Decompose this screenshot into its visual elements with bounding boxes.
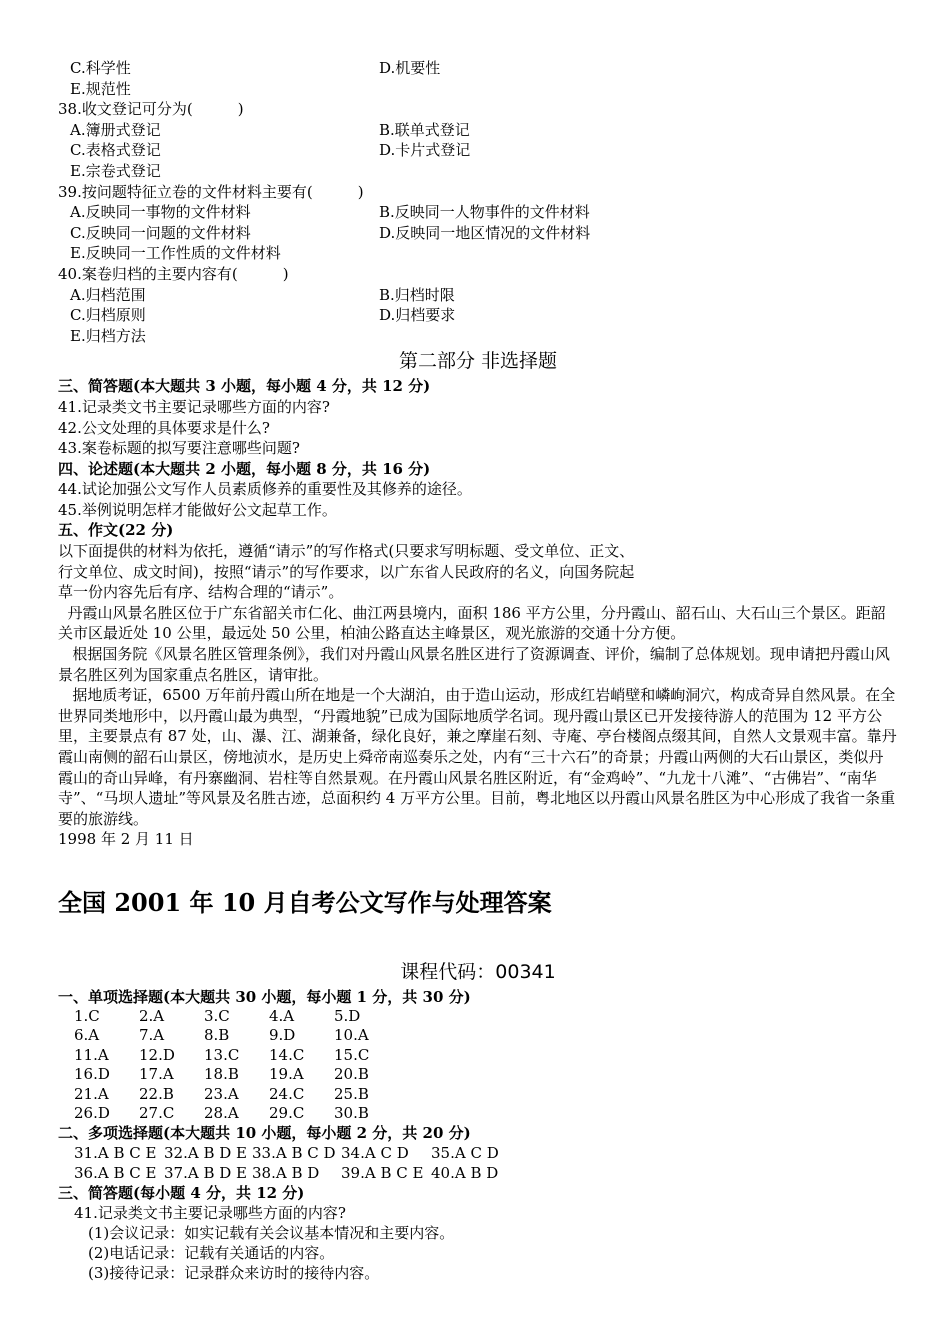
question-37-options-row bbox=[58, 79, 898, 100]
answer-cell: 7.A bbox=[139, 1026, 165, 1045]
answer-cell: 16.D bbox=[74, 1065, 110, 1084]
option-e: E.反映同一工作性质的文件材料 bbox=[70, 244, 281, 263]
answer-section-1-heading: 一、单项选择题(本大题共 30 小题，每小题 1 分，共 30 分) bbox=[58, 987, 471, 1006]
answer-cell: 33.A B C D bbox=[252, 1144, 336, 1163]
answer-cell: 32.A B D E bbox=[164, 1144, 247, 1163]
answer-cell: 25.B bbox=[334, 1084, 369, 1103]
answer-cell: 34.A C D bbox=[341, 1144, 409, 1163]
answer-section-3-heading: 三、简答题(每小题 4 分，共 12 分) bbox=[58, 1184, 305, 1203]
answer-cell: 17.A bbox=[139, 1065, 174, 1084]
essay-material-paragraph: 丹霞山风景名胜区位于广东省韶关市仁化、曲江两县境内，面积 186 平方公里，分丹霞山、韶石山、大石山三个景区。距韶关市区最近处 10 公里，最远处 50 公里，柏油公路直达主峰景区，观光旅游的交通十分方便。 bbox=[58, 603, 886, 643]
answer-cell: 18.B bbox=[204, 1065, 239, 1084]
answer-cell: 19.A bbox=[269, 1065, 304, 1084]
answer-cell: 26.D bbox=[74, 1103, 110, 1122]
question-44: 44.试论加强公文写作人员素质修养的重要性及其修养的途径。 bbox=[58, 480, 472, 499]
answer-cell: 39.A B C E bbox=[341, 1164, 424, 1183]
question-43: 43.案卷标题的拟写要注意哪些问题? bbox=[58, 439, 300, 458]
question-45: 45.举例说明怎样才能做好公文起草工作。 bbox=[58, 500, 337, 519]
question-37-options-row bbox=[58, 58, 898, 79]
section-3-heading: 三、简答题(本大题共 3 小题，每小题 4 分，共 12 分) bbox=[58, 377, 431, 396]
answer-cell: 9.D bbox=[269, 1026, 296, 1045]
answer-cell: 12.D bbox=[139, 1045, 175, 1064]
section-4-heading: 四、论述题(本大题共 2 小题，每小题 8 分，共 16 分) bbox=[58, 459, 431, 478]
option-b: B.联单式登记 bbox=[379, 120, 470, 139]
question-38-options-row bbox=[58, 140, 898, 161]
answer-cell: 28.A bbox=[204, 1103, 239, 1122]
option-b: B.归档时限 bbox=[379, 285, 455, 304]
question-38-options-row bbox=[58, 120, 898, 141]
answer-section-2-heading: 二、多项选择题(本大题共 10 小题，每小题 2 分，共 20 分) bbox=[58, 1124, 471, 1143]
question-39-options-row bbox=[58, 223, 898, 244]
essay-material-date: 1998 年 2 月 11 日 bbox=[58, 830, 194, 849]
option-e: E.规范性 bbox=[70, 79, 131, 98]
answer-cell: 27.C bbox=[139, 1103, 175, 1122]
question-41: 41.记录类文书主要记录哪些方面的内容? bbox=[58, 397, 330, 416]
option-d: D.卡片式登记 bbox=[379, 141, 471, 160]
answer-row bbox=[58, 1143, 898, 1163]
answer-cell: 3.C bbox=[204, 1006, 230, 1025]
question-40-stem: 40.案卷归档的主要内容有( ) bbox=[58, 264, 289, 283]
answer-cell: 15.C bbox=[334, 1045, 370, 1064]
answer-cell: 22.B bbox=[139, 1084, 174, 1103]
answer-row bbox=[58, 1104, 898, 1123]
question-39-options-row bbox=[58, 202, 898, 223]
answer-row bbox=[58, 1065, 898, 1084]
answer-cell: 36.A B C E bbox=[74, 1164, 157, 1183]
option-a: A.归档范围 bbox=[70, 285, 146, 304]
answer-row bbox=[58, 1163, 898, 1183]
document-page bbox=[58, 58, 898, 1283]
essay-instruction-line: 草一份内容先后有序、结构合理的“请示”。 bbox=[58, 583, 344, 602]
answer-row bbox=[58, 1046, 898, 1065]
answer-cell: 6.A bbox=[74, 1026, 100, 1045]
answer-point: (1)会议记录：如实记载有关会议基本情况和主要内容。 bbox=[88, 1224, 455, 1243]
answer-cell: 20.B bbox=[334, 1065, 369, 1084]
answer-cell: 31.A B C E bbox=[74, 1144, 157, 1163]
option-c: C.反映同一问题的文件材料 bbox=[70, 223, 251, 242]
answer-cell: 14.C bbox=[269, 1045, 305, 1064]
answer-cell: 24.C bbox=[269, 1084, 305, 1103]
answer-cell: 8.B bbox=[204, 1026, 230, 1045]
question-39-options-row bbox=[58, 243, 898, 264]
option-c: C.表格式登记 bbox=[70, 141, 161, 160]
answer-cell: 29.C bbox=[269, 1103, 305, 1122]
answer-cell: 4.A bbox=[269, 1006, 295, 1025]
question-38-options-row bbox=[58, 161, 898, 182]
answer-cell: 5.D bbox=[334, 1006, 361, 1025]
answer-cell: 21.A bbox=[74, 1084, 109, 1103]
answer-cell: 2.A bbox=[139, 1006, 165, 1025]
answer-cell: 37.A B D E bbox=[164, 1164, 247, 1183]
option-c: C.归档原则 bbox=[70, 306, 146, 325]
essay-material-paragraph: 据地质考证，6500 万年前丹霞山所在地是一个大湖泊，由于造山运动，形成红岩峭壁和嶙峋洞穴，构成奇异自然风景。在全世界同类地形中，以丹霞山最为典型，“丹霞地貌”已成为国际地质学名词。现丹霞山景区已开发接待游人的范围为 12 平方公里，主要景点有 87 处，山、瀑、江、湖兼备，绿化良好，兼之摩崖石刻、寺庵、亭台楼阁点缀其间，自然人文景观丰富。靠丹霞山南侧的韶石山景区，傍地浈水，是历史上舜帝南巡奏乐之处，内有“三十六石”的奇景；丹霞山两侧的大石山景区，类似丹霞山的奇山异峰，有丹寨幽洞、岩柱等自然景观。在丹霞山风景名胜区附近，有“金鸡岭”、“九龙十八滩”、“古佛岩”、“南华寺”、“马坝人遗址”等风景及名胜古迹，总面积约 4 万平方公里。目前，粤北地区以丹霞山风景名胜区为中心形成了我省一条重要的旅游线。 bbox=[58, 686, 897, 828]
option-b: B.反映同一人物事件的文件材料 bbox=[379, 203, 590, 222]
answer-cell: 13.C bbox=[204, 1045, 240, 1064]
course-code: 课程代码：00341 bbox=[400, 960, 556, 983]
essay-instruction-line: 行文单位、成文时间)，按照“请示”的写作要求，以广东省人民政府的名义，向国务院起 bbox=[58, 562, 635, 581]
answer-cell: 11.A bbox=[74, 1045, 109, 1064]
question-42: 42.公文处理的具体要求是什么? bbox=[58, 418, 270, 437]
multi-choice-answer-grid bbox=[58, 1143, 898, 1183]
answer-cell: 23.A bbox=[204, 1084, 239, 1103]
question-40-options-row bbox=[58, 326, 898, 347]
option-e: E.归档方法 bbox=[70, 326, 146, 345]
option-a: A.簿册式登记 bbox=[70, 120, 161, 139]
option-d: D.反映同一地区情况的文件材料 bbox=[379, 223, 591, 242]
answer-point: (2)电话记录：记载有关通话的内容。 bbox=[88, 1244, 335, 1263]
essay-material-paragraph: 根据国务院《风景名胜区管理条例》，我们对丹霞山风景名胜区进行了资源调查、评价，编制了总体规划。现申请把丹霞山风景名胜区列为国家重点名胜区，请审批。 bbox=[58, 645, 890, 684]
option-e: E.宗卷式登记 bbox=[70, 161, 161, 180]
essay-instruction-line: 以下面提供的材料为依托，遵循“请示”的写作格式(只要求写明标题、受文单位、正文、 bbox=[58, 542, 635, 561]
answer-cell: 1.C bbox=[74, 1006, 100, 1025]
question-38-stem: 38.收文登记可分为( ) bbox=[58, 100, 244, 119]
option-c: C.科学性 bbox=[70, 59, 131, 77]
option-a: A.反映同一事物的文件材料 bbox=[70, 203, 251, 222]
option-d: D.机要性 bbox=[379, 59, 441, 77]
single-choice-answer-grid bbox=[58, 1007, 898, 1123]
answer-point: (3)接待记录：记录群众来访时的接待内容。 bbox=[88, 1264, 380, 1283]
section-5-heading: 五、作文(22 分) bbox=[58, 521, 174, 540]
part-two-title: 第二部分 非选择题 bbox=[398, 350, 558, 373]
answer-key-title: 全国 2001 年 10 月自考公文写作与处理答案 bbox=[58, 887, 552, 917]
question-40-options-row bbox=[58, 285, 898, 306]
answer-cell: 35.A C D bbox=[431, 1144, 499, 1163]
answer-cell: 30.B bbox=[334, 1103, 369, 1122]
question-39-stem: 39.按问题特征立卷的文件材料主要有( ) bbox=[58, 182, 364, 201]
answer-cell: 10.A bbox=[334, 1026, 369, 1045]
answer-cell: 40.A B D bbox=[431, 1164, 499, 1183]
answer-question-41: 41.记录类文书主要记录哪些方面的内容? bbox=[74, 1204, 346, 1223]
answer-cell: 38.A B D bbox=[252, 1164, 320, 1183]
answer-row bbox=[58, 1007, 898, 1026]
option-d: D.归档要求 bbox=[379, 306, 456, 325]
answer-row bbox=[58, 1026, 898, 1045]
question-40-options-row bbox=[58, 305, 898, 326]
answer-row bbox=[58, 1085, 898, 1104]
